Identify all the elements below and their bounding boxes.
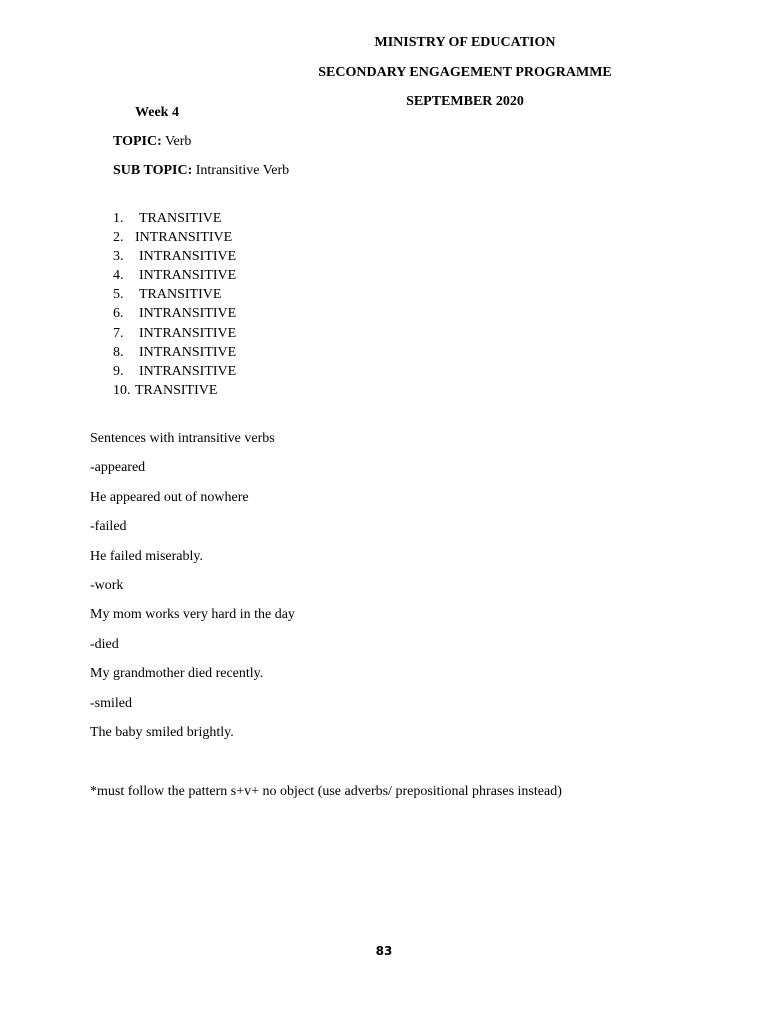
topic-label: TOPIC: <box>113 134 162 149</box>
list-number: 9. <box>113 363 124 379</box>
topic-value: Verb <box>165 134 192 149</box>
list-text: INTRANSITIVE <box>139 249 237 265</box>
verb-label: -failed <box>90 519 127 534</box>
topic-line <box>113 134 191 150</box>
example-sentence: My mom works very hard in the day <box>90 607 295 622</box>
example-sentence: My grandmother died recently. <box>90 666 264 681</box>
example-sentence: The baby smiled brightly. <box>90 725 234 740</box>
example-sentence: He appeared out of nowhere <box>90 490 249 505</box>
list-item <box>113 230 236 249</box>
header-programme: SECONDARY ENGAGEMENT PROGRAMME <box>318 65 612 80</box>
list-text: INTRANSITIVE <box>139 306 237 322</box>
list-number: 8. <box>113 344 124 360</box>
pattern-note: *must follow the pattern s+v+ no object (use adverbs/ prepositional phrases instead) <box>90 784 562 799</box>
list-number: 4. <box>113 268 124 284</box>
list-number: 10. <box>113 382 131 398</box>
list-item <box>113 287 236 306</box>
list-item <box>113 383 236 402</box>
list-text: TRANSITIVE <box>139 287 222 303</box>
list-text: INTRANSITIVE <box>139 344 237 360</box>
header-date: SEPTEMBER 2020 <box>406 94 524 109</box>
verb-label: -work <box>90 578 124 593</box>
list-text: TRANSITIVE <box>139 211 222 226</box>
list-number: 1. <box>113 211 124 226</box>
example-sentence: He failed miserably. <box>90 549 203 564</box>
verb-label: -appeared <box>90 460 146 475</box>
page-number: 83 <box>375 944 393 958</box>
subtopic-label: SUB TOPIC: <box>113 163 193 178</box>
list-number: 6. <box>113 306 124 322</box>
list-text: INTRANSITIVE <box>135 230 233 246</box>
verb-label: -smiled <box>90 696 132 711</box>
list-text: INTRANSITIVE <box>139 325 237 341</box>
list-text: TRANSITIVE <box>135 382 218 398</box>
list-item <box>113 326 236 345</box>
list-text: INTRANSITIVE <box>139 363 237 379</box>
list-item <box>113 364 236 383</box>
answers-list <box>113 211 236 402</box>
verb-label: -died <box>90 637 119 652</box>
sentences-heading: Sentences with intransitive verbs <box>90 431 275 446</box>
subtopic-line <box>113 163 289 179</box>
list-item <box>113 268 236 287</box>
list-number: 3. <box>113 249 124 265</box>
week-label: Week 4 <box>135 105 179 120</box>
list-number: 2. <box>113 230 124 246</box>
list-item <box>113 249 236 268</box>
list-number: 5. <box>113 287 124 303</box>
list-text: INTRANSITIVE <box>139 268 237 284</box>
list-item <box>113 211 236 230</box>
list-number: 7. <box>113 325 124 341</box>
header-ministry: MINISTRY OF EDUCATION <box>374 35 556 50</box>
subtopic-value: Intransitive Verb <box>195 163 290 178</box>
list-item <box>113 306 236 325</box>
list-item <box>113 345 236 364</box>
